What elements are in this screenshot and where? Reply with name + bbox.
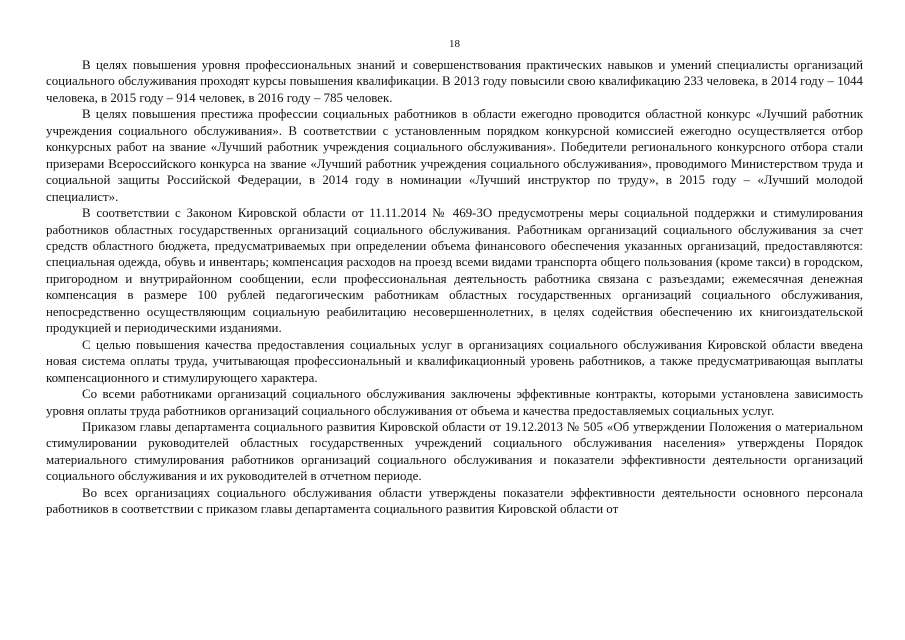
paragraph-order-505: Приказом главы департамента социального развития Кировской области от 19.12.2013 № 505 «Об утверждении Положения о материальном стимулировании руководителей областных государственных учреждений социального обслуживания населения» утверждены Порядок материального стимулирования работников организаций социального обслуживания и показатели эффективности деятельности организаций социального обслуживания и их руководителей в отчетном периоде. — [46, 419, 863, 484]
paragraph-competition: В целях повышения престижа профессии социальных работников в области ежегодно проводится областной конкурс «Лучший работник учреждения социального обслуживания». В соответствии с установленным порядком конкурсной комиссией ежегодно осуществляется отбор конкурсных работ на звание «Лучший работник учреждения социального обслуживания». Победители регионального конкурсного отбора стали призерами Всероссийского конкурса на звание «Лучший работник учреждения социального обслуживания», проводимого Министерством труда и социальной защиты Российской Федерации, в 2014 году в номинации «Лучший инструктор по труду», в 2015 году – «Лучший молодой специалист». — [46, 107, 863, 204]
paragraph-performance-indicators: Во всех организациях социального обслуживания области утверждены показатели эффективности деятельности основного персонала работников в соответствии с приказом главы департамента социального развития Кировской области от — [46, 485, 863, 517]
paragraph-pay-system: С целью повышения качества предоставления социальных услуг в организациях социального обслуживания Кировской области введена новая система оплаты труда, учитывающая профессиональный и квалификационный уровень работников, а также предусматривающая выплаты компенсационного и стимулирующего характера. — [46, 337, 863, 385]
paragraph-training: В целях повышения уровня профессиональных знаний и совершенствования практических навыков и умений специалисты организаций социального обслуживания проходят курсы повышения квалификации. В 2013 году повысили свою квалификацию 233 человека, в 2014 году – 1044 человека, в 2015 году – 914 человек, в 2016 году – 785 человек. — [46, 58, 863, 105]
page-number: 18 — [449, 38, 460, 50]
paragraph-contracts: Со всеми работниками организаций социального обслуживания заключены эффективные контракты, которыми установлена зависимость уровня оплаты труда работников организаций социального обслуживания от объема и качества предоставляемых социальных услуг. — [46, 387, 863, 418]
paragraph-social-support: В соответствии с Законом Кировской области от 11.11.2014 № 469-ЗО предусмотрены меры социальной поддержки и стимулирования работников областных государственных организаций социального обслуживания. Работникам организаций социального обслуживания за счет средств областного бюджета, предусматриваемых при определении объема финансового обеспечения указанных организаций, предоставляются: специальная одежда, обувь и инвентарь; компенсация расходов на проезд всеми видами транспорта общего пользования (кроме такси) в городском, пригородном и внутрирайонном сообщении, если профессиональная деятельность работника связана с разъездами; ежемесячная денежная компенсация в размере 100 рублей педагогическим работникам областных государственных организаций социального обслуживания, непосредственно осуществляющим социальную реабилитацию несовершеннолетних, в целях содействия обеспечению их книгоиздательской продукцией и периодическими изданиями. — [46, 206, 863, 336]
